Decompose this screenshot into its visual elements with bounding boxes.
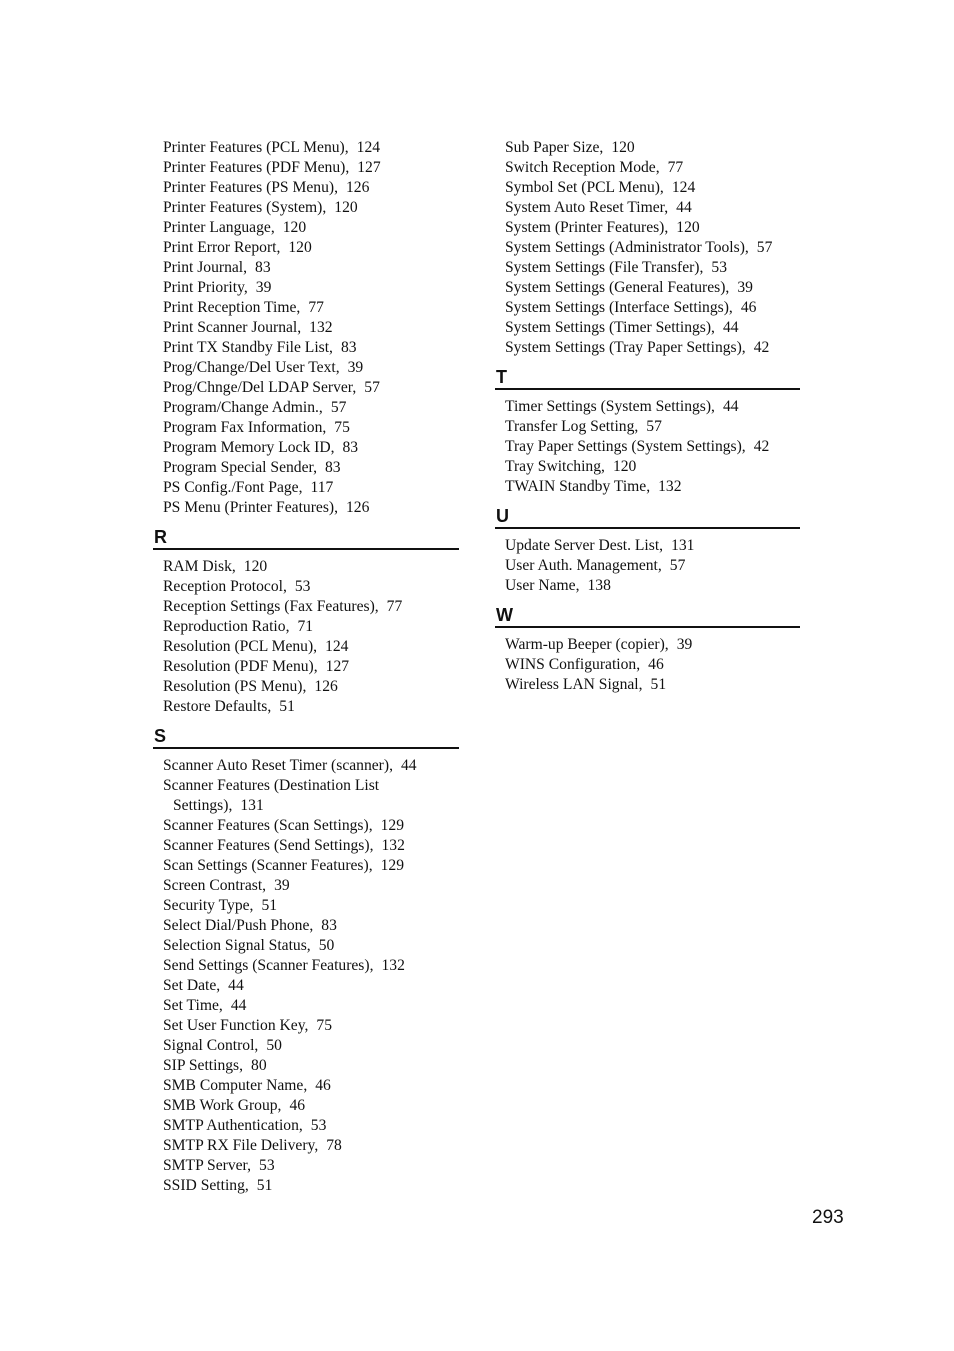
index-page-ref: 124 [325,638,349,655]
index-entry [163,278,459,298]
index-page-ref: 46 [315,1077,331,1094]
index-entry [163,1156,459,1176]
index-entry [163,478,459,498]
index-page-ref: 39 [676,636,693,653]
index-page-ref: 51 [256,1177,273,1194]
index-section [153,726,459,1196]
index-page-ref: 83 [321,917,337,934]
index-entry [163,1076,459,1096]
index-page-ref: 51 [261,897,278,914]
index-page-ref: 131 [240,797,264,814]
index-term-continued: Settings), [173,797,233,814]
index-page-ref: 44 [230,997,247,1014]
index-page-ref: 83 [324,459,341,476]
index-entry [505,158,800,178]
index-term: Print Scanner Journal, [163,319,302,336]
index-entry [163,1116,459,1136]
index-page-ref: 120 [334,199,358,216]
index-page-ref: 124 [356,139,381,156]
index-section [153,527,459,717]
index-page-ref: 120 [612,458,637,475]
index-term: Printer Language, [163,219,275,236]
index-column-left [153,138,459,1196]
index-page-ref: 57 [364,379,380,396]
index-entry [163,358,459,378]
index-entry [163,1036,459,1056]
index-term: System Settings (Interface Settings), [505,299,733,316]
index-term: SSID Setting, [163,1177,249,1194]
index-term: Tray Paper Settings (System Settings), [505,438,746,455]
index-entry [163,776,459,816]
index-term: SMTP Server, [163,1157,252,1174]
index-page-ref: 120 [676,219,700,236]
index-page-ref: 124 [671,179,696,196]
index-term: Scan Settings (Scanner Features), [163,857,373,874]
index-term: Print Reception Time, [163,299,301,316]
index-page-ref: 127 [357,159,381,176]
index-page-ref: 132 [309,319,333,336]
index-entry [505,218,800,238]
index-term: Wireless LAN Signal, [505,676,643,693]
index-entry [163,816,459,836]
index-term: Prog/Change/Del User Text, [163,359,340,376]
index-page-ref: 57 [330,399,347,416]
index-term: Print TX Standby File List, [163,339,333,356]
index-term: Security Type, [163,897,254,914]
index-entry [163,1096,459,1116]
index-entry [163,418,459,438]
index-term: Resolution (PCL Menu), [163,638,318,655]
index-term: Send Settings (Scanner Features), [163,957,374,974]
index-page-ref: 46 [289,1097,306,1114]
index-term: SIP Settings, [163,1057,244,1074]
index-term: Screen Contrast, [163,877,267,894]
index-term: SMB Computer Name, [163,1077,308,1094]
index-page-ref: 120 [611,139,635,156]
index-term: Scanner Features (Send Settings), [163,837,374,854]
index-term: Scanner Features (Destination List [163,777,380,794]
index-entry-continuation [163,796,459,816]
index-entry [163,138,459,158]
index-page-ref: 129 [380,817,404,834]
index-entry [163,498,459,518]
index-entry [505,675,800,695]
index-term: Set Time, [163,997,223,1014]
index-page-ref: 80 [251,1057,267,1074]
index-page-ref: 129 [380,857,404,874]
index-page-ref: 83 [342,439,359,456]
index-term: Signal Control, [163,1037,259,1054]
index-page-ref: 83 [340,339,357,356]
index-page-ref: 42 [753,438,770,455]
index-entry [505,178,800,198]
index-entry [163,318,459,338]
index-page-ref: 51 [650,676,667,693]
index-page-ref: 53 [310,1117,327,1134]
index-page-ref: 42 [753,339,770,356]
index-entry [163,617,459,637]
section-letter-heading: U [495,506,800,529]
index-entry [163,936,459,956]
index-page-ref: 77 [386,598,403,615]
index-term: Program/Change Admin., [163,399,323,416]
index-section [495,605,800,695]
index-term: Print Error Report, [163,239,281,256]
index-page-ref: 132 [381,957,405,974]
index-term: Reception Protocol, [163,578,287,595]
index-term: Selection Signal Status, [163,937,311,954]
index-entry [163,1016,459,1036]
index-entry [505,556,800,576]
index-entry [505,437,800,457]
index-page-ref: 127 [325,658,350,675]
index-entry [163,916,459,936]
index-page-ref: 50 [318,937,335,954]
index-page-ref: 75 [316,1017,332,1034]
index-page-ref: 51 [279,698,295,715]
index-page-ref: 120 [288,239,312,256]
section-letter-heading: S [153,726,459,749]
index-term: WINS Configuration, [505,656,641,673]
index-page-ref: 39 [737,279,753,296]
index-term: Switch Reception Mode, [505,159,660,176]
index-entry [163,1056,459,1076]
index-entry [163,677,459,697]
index-term: Reproduction Ratio, [163,618,290,635]
index-page-ref: 75 [334,419,350,436]
index-entry [505,655,800,675]
index-entry [163,996,459,1016]
index-entry-list [153,756,459,1196]
index-entry [163,458,459,478]
index-entry [163,338,459,358]
index-entry [505,417,800,437]
index-entry [163,1136,459,1156]
index-entry [163,438,459,458]
index-entry [163,198,459,218]
index-page-ref: 44 [400,757,417,774]
page-number: 293 [812,1207,844,1228]
index-page-ref: 44 [722,319,739,336]
index-entry [163,956,459,976]
index-entry [163,876,459,896]
index-term: Select Dial/Push Phone, [163,917,314,934]
index-entry [505,635,800,655]
index-entry [505,278,800,298]
index-term: Symbol Set (PCL Menu), [505,179,664,196]
index-term: RAM Disk, [163,558,236,575]
index-term: PS Config./Font Page, [163,479,303,496]
index-entry [163,218,459,238]
index-entry [163,756,459,776]
index-entry [163,557,459,577]
index-page-ref: 39 [274,877,290,894]
index-entry [163,657,459,677]
index-term: Transfer Log Setting, [505,418,639,435]
index-term: Sub Paper Size, [505,139,604,156]
index-column-right [495,138,800,695]
index-term: System Settings (Administrator Tools), [505,239,749,256]
index-entry-list [495,138,800,358]
index-page-ref: 132 [658,478,682,495]
index-entry [163,597,459,617]
index-entry [505,397,800,417]
index-page-ref: 120 [282,219,307,236]
index-term: Program Special Sender, [163,459,317,476]
index-term: Printer Features (PDF Menu), [163,159,350,176]
index-term: System Settings (General Features), [505,279,730,296]
index-entry [163,258,459,278]
index-entry [505,298,800,318]
section-letter-heading: R [153,527,459,550]
index-page-ref: 78 [326,1137,342,1154]
index-page-ref: 46 [740,299,757,316]
index-entry-list [153,138,459,518]
index-page-ref: 53 [259,1157,275,1174]
index-entry [505,318,800,338]
index-term: SMB Work Group, [163,1097,282,1114]
index-term: Update Server Dest. List, [505,537,664,554]
index-entry-list [153,557,459,717]
index-section [495,367,800,497]
index-entry [163,398,459,418]
index-term: System (Printer Features), [505,219,669,236]
index-term: Program Memory Lock ID, [163,439,335,456]
index-page-ref: 132 [381,837,405,854]
index-entry [505,258,800,278]
index-term: SMTP RX File Delivery, [163,1137,319,1154]
index-entry [163,836,459,856]
index-page-ref: 39 [347,359,364,376]
index-term: Prog/Chnge/Del LDAP Server, [163,379,357,396]
index-page-ref: 138 [587,577,611,594]
index-term: System Auto Reset Timer, [505,199,669,216]
index-term: Print Priority, [163,279,248,296]
index-term: System Settings (Tray Paper Settings), [505,339,746,356]
index-term: Timer Settings (System Settings), [505,398,715,415]
index-entry [163,178,459,198]
index-page-ref: 44 [722,398,739,415]
index-entry [505,477,800,497]
index-page-ref: 46 [648,656,664,673]
index-page-ref: 117 [310,479,334,496]
index-term: Print Journal, [163,259,248,276]
index-page-ref: 53 [711,259,727,276]
index-page-ref: 77 [667,159,684,176]
index-term: Resolution (PS Menu), [163,678,307,695]
index-entry [505,238,800,258]
index-term: Warm-up Beeper (copier), [505,636,669,653]
index-entry [505,338,800,358]
index-page-ref: 44 [676,199,692,216]
index-term: Program Fax Information, [163,419,327,436]
index-entry [505,536,800,556]
index-term: System Settings (Timer Settings), [505,319,715,336]
index-entry [163,856,459,876]
index-term: Set User Function Key, [163,1017,309,1034]
index-entry [163,637,459,657]
index-entry-list [495,397,800,497]
index-entry [163,577,459,597]
index-term: User Auth. Management, [505,557,662,574]
index-entry [163,378,459,398]
index-entry [163,976,459,996]
index-page-ref: 71 [297,618,314,635]
index-term: Printer Features (PS Menu), [163,179,338,196]
index-page-ref: 50 [266,1037,282,1054]
index-entry [163,238,459,258]
index-entry [505,457,800,477]
index-term: Set Date, [163,977,221,994]
index-page-ref: 57 [669,557,686,574]
index-entry [505,138,800,158]
index-entry [163,1176,459,1196]
index-page-ref: 44 [228,977,244,994]
index-entry [505,198,800,218]
index-page-ref: 83 [255,259,271,276]
index-page-ref: 77 [308,299,324,316]
index-entry-list [495,536,800,596]
index-term: Scanner Auto Reset Timer (scanner), [163,757,393,774]
index-entry [163,158,459,178]
index-page-ref: 120 [243,558,268,575]
index-term: Restore Defaults, [163,698,272,715]
index-term: System Settings (File Transfer), [505,259,704,276]
index-term: Reception Settings (Fax Features), [163,598,379,615]
index-term: Scanner Features (Scan Settings), [163,817,373,834]
index-entry [163,697,459,717]
index-page-ref: 57 [756,239,773,256]
index-entry [163,896,459,916]
index-page-ref: 126 [345,499,370,516]
index-term: Printer Features (System), [163,199,327,216]
index-page-ref: 126 [314,678,338,695]
index-entry [505,576,800,596]
index-term: SMTP Authentication, [163,1117,303,1134]
index-term: PS Menu (Printer Features), [163,499,338,516]
index-page-ref: 53 [294,578,311,595]
index-entry-list [495,635,800,695]
index-page-ref: 126 [345,179,370,196]
section-letter-heading: W [495,605,800,628]
index-term: Printer Features (PCL Menu), [163,139,349,156]
index-term: Resolution (PDF Menu), [163,658,318,675]
index-term: User Name, [505,577,580,594]
index-term: TWAIN Standby Time, [505,478,651,495]
index-page-ref: 131 [671,537,695,554]
index-term: Tray Switching, [505,458,605,475]
index-page-ref: 57 [646,418,662,435]
index-section [495,506,800,596]
section-letter-heading: T [495,367,800,390]
index-entry [163,298,459,318]
index-page-ref: 39 [255,279,272,296]
